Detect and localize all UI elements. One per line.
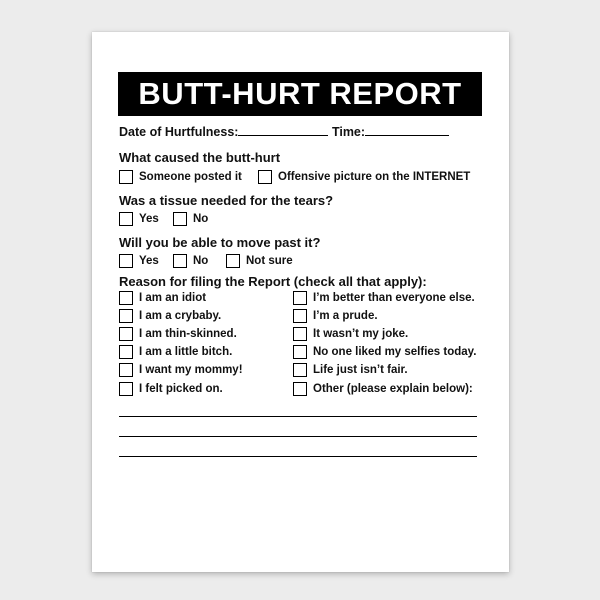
reason-right-4[interactable]: No one liked my selfies today. (293, 345, 476, 359)
checkbox[interactable] (119, 212, 133, 226)
checkbox[interactable] (119, 170, 133, 184)
reason-left-5[interactable]: I want my mommy! (119, 363, 243, 377)
checkbox[interactable] (119, 309, 133, 323)
question-reasons: Reason for filing the Report (check all that apply): (119, 274, 427, 289)
reason-left-3[interactable]: I am thin-skinned. (119, 327, 237, 341)
checkbox[interactable] (226, 254, 240, 268)
checkbox[interactable] (293, 309, 307, 323)
checkbox[interactable] (293, 363, 307, 377)
checkbox[interactable] (119, 382, 133, 396)
explain-line-1[interactable] (119, 416, 477, 417)
date-label: Date of Hurtfulness: (119, 125, 239, 139)
question-tissue: Was a tissue needed for the tears? (119, 193, 334, 208)
time-blank[interactable] (365, 123, 449, 136)
date-time-row (119, 123, 449, 139)
checkbox[interactable] (173, 212, 187, 226)
reason-left-2[interactable]: I am a crybaby. (119, 309, 221, 323)
checkbox[interactable] (173, 254, 187, 268)
reason-right-6[interactable]: Other (please explain below): (293, 382, 473, 396)
explain-line-3[interactable] (119, 456, 477, 457)
checkbox[interactable] (119, 291, 133, 305)
question-cause: What caused the butt-hurt (119, 150, 281, 165)
checkbox[interactable] (119, 254, 133, 268)
checkbox[interactable] (119, 327, 133, 341)
option-someone-posted-it[interactable]: Someone posted it (119, 170, 242, 184)
reason-right-2[interactable]: I’m a prude. (293, 309, 378, 323)
report-title: BUTT-HURT REPORT (118, 72, 482, 116)
option-move-no[interactable]: No (173, 254, 208, 268)
poster (92, 32, 509, 572)
option-move-yes[interactable]: Yes (119, 254, 159, 268)
reason-right-3[interactable]: It wasn’t my joke. (293, 327, 408, 341)
checkbox[interactable] (119, 345, 133, 359)
reason-right-5[interactable]: Life just isn’t fair. (293, 363, 408, 377)
option-tissue-no[interactable]: No (173, 212, 208, 226)
checkbox[interactable] (293, 382, 307, 396)
reason-left-4[interactable]: I am a little bitch. (119, 345, 232, 359)
date-blank[interactable] (238, 123, 328, 136)
option-offensive-picture[interactable]: Offensive picture on the INTERNET (258, 170, 470, 184)
option-move-not-sure[interactable]: Not sure (226, 254, 293, 268)
option-tissue-yes[interactable]: Yes (119, 212, 159, 226)
checkbox[interactable] (293, 327, 307, 341)
checkbox[interactable] (258, 170, 272, 184)
question-move-past: Will you be able to move past it? (119, 235, 321, 250)
reason-right-1[interactable]: I’m better than everyone else. (293, 291, 475, 305)
explain-line-2[interactable] (119, 436, 477, 437)
reason-left-6[interactable]: I felt picked on. (119, 382, 223, 396)
reason-left-1[interactable]: I am an idiot (119, 291, 206, 305)
checkbox[interactable] (293, 291, 307, 305)
checkbox[interactable] (293, 345, 307, 359)
checkbox[interactable] (119, 363, 133, 377)
time-label: Time: (331, 125, 366, 139)
